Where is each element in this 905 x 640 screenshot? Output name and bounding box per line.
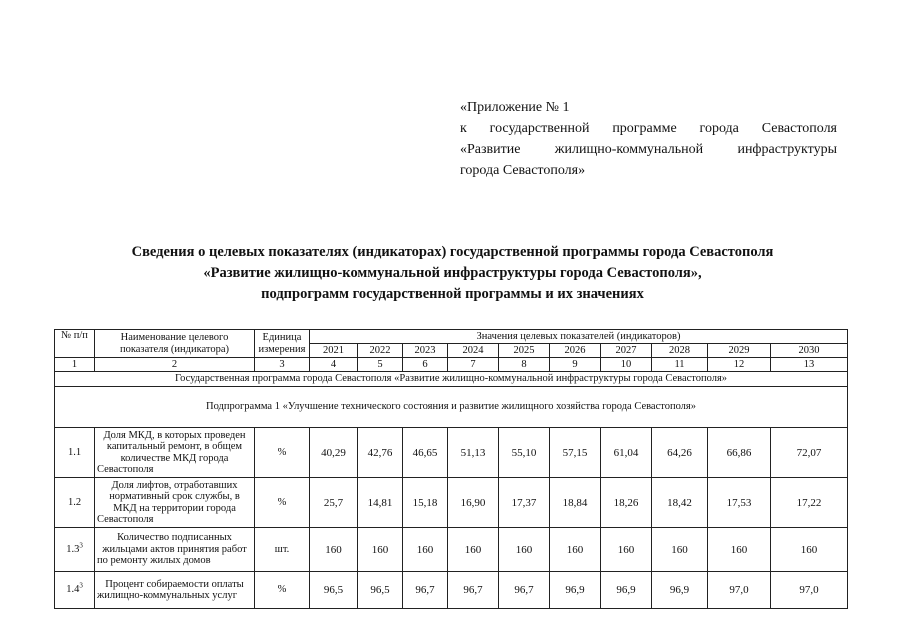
table-row xyxy=(55,572,848,609)
row-number-text: 1.1 xyxy=(67,446,82,458)
title-line: подпрограмм государственной программы и их значениях xyxy=(261,286,644,302)
year-header: 2030 xyxy=(771,344,848,358)
header-name: Наименование целевого показателя (индикатора) xyxy=(95,330,255,358)
column-number: 10 xyxy=(601,358,652,372)
indicator-value: 160 xyxy=(652,528,708,572)
indicator-value: 42,76 xyxy=(358,428,403,478)
header-unit: Единица измерения xyxy=(255,330,310,358)
row-number-text: 1.3 xyxy=(66,543,80,555)
year-header: 2021 xyxy=(310,344,358,358)
column-number: 2 xyxy=(95,358,255,372)
indicator-value: 18,26 xyxy=(601,478,652,528)
indicator-value: 64,26 xyxy=(652,428,708,478)
column-number: 5 xyxy=(358,358,403,372)
subprogram-row xyxy=(55,387,848,428)
indicator-unit: % xyxy=(255,572,310,609)
column-number: 13 xyxy=(771,358,848,372)
indicator-value: 160 xyxy=(448,528,499,572)
indicator-value: 61,04 xyxy=(601,428,652,478)
footnote-mark: 3 xyxy=(79,581,83,590)
column-numbers-row xyxy=(55,358,848,372)
indicator-value: 57,15 xyxy=(550,428,601,478)
column-number: 4 xyxy=(310,358,358,372)
year-header: 2024 xyxy=(448,344,499,358)
indicators-table xyxy=(54,329,848,609)
indicator-value: 18,84 xyxy=(550,478,601,528)
indicator-name: Процент собираемости оплаты жилищно-коммунальных услуг xyxy=(95,572,255,609)
year-header: 2022 xyxy=(358,344,403,358)
indicator-value: 160 xyxy=(771,528,848,572)
indicator-value: 160 xyxy=(550,528,601,572)
year-header: 2027 xyxy=(601,344,652,358)
indicator-value: 46,65 xyxy=(403,428,448,478)
indicator-value: 17,22 xyxy=(771,478,848,528)
indicator-value: 97,0 xyxy=(708,572,771,609)
indicator-name: Количество подписанных жильцами актов принятия работ по ремонту жилых домов xyxy=(95,528,255,572)
program-row xyxy=(55,372,848,387)
indicator-value: 51,13 xyxy=(448,428,499,478)
indicator-value: 96,5 xyxy=(358,572,403,609)
indicator-value: 72,07 xyxy=(771,428,848,478)
column-number: 11 xyxy=(652,358,708,372)
indicator-value: 96,5 xyxy=(310,572,358,609)
indicator-value: 55,10 xyxy=(499,428,550,478)
year-header: 2025 xyxy=(499,344,550,358)
indicator-value: 160 xyxy=(708,528,771,572)
table-row xyxy=(55,528,848,572)
header-num: № п/п xyxy=(55,330,95,358)
indicator-unit: % xyxy=(255,478,310,528)
indicator-value: 96,7 xyxy=(403,572,448,609)
appendix-line: «Приложение № 1 xyxy=(460,100,570,115)
year-header: 2029 xyxy=(708,344,771,358)
row-number xyxy=(55,572,95,609)
indicator-value: 96,9 xyxy=(550,572,601,609)
program-title: Государственная программа города Севастополя «Развитие жилищно-коммунальной инфраструктуры города Севастополя» xyxy=(55,372,848,387)
indicator-value: 96,9 xyxy=(652,572,708,609)
indicator-value: 17,53 xyxy=(708,478,771,528)
indicator-value: 160 xyxy=(601,528,652,572)
indicator-value: 160 xyxy=(310,528,358,572)
appendix-line: к государственной программе города Севастополя xyxy=(460,121,837,136)
table-row xyxy=(55,428,848,478)
indicator-value: 40,29 xyxy=(310,428,358,478)
indicator-value: 96,9 xyxy=(601,572,652,609)
row-number xyxy=(55,428,95,478)
footnote-mark: 3 xyxy=(79,541,83,549)
table-row xyxy=(55,478,848,528)
indicator-value: 16,90 xyxy=(448,478,499,528)
indicator-value: 96,7 xyxy=(448,572,499,609)
column-number: 3 xyxy=(255,358,310,372)
title-line: «Развитие жилищно-коммунальной инфраструктуры города Севастополя», xyxy=(203,265,702,281)
indicator-value: 25,7 xyxy=(310,478,358,528)
column-number: 6 xyxy=(403,358,448,372)
row-number xyxy=(55,528,95,572)
appendix-line: города Севастополя» xyxy=(460,163,586,178)
indicator-name: Доля лифтов, отработавших нормативный срок службы, в МКД на территории города Севастополя xyxy=(95,478,255,528)
indicator-unit: % xyxy=(255,428,310,478)
header-values-group: Значения целевых показателей (индикаторов) xyxy=(310,330,848,344)
header-row xyxy=(55,330,848,344)
subprogram-title: Подпрограмма 1 «Улучшение технического состояния и развитие жилищного хозяйства города Севастополя» xyxy=(55,387,848,428)
indicator-value: 160 xyxy=(499,528,550,572)
row-number xyxy=(55,478,95,528)
title-line: Сведения о целевых показателях (индикаторах) государственной программы города Севастополя xyxy=(131,244,774,260)
indicator-name: Доля МКД, в которых проведен капитальный ремонт, в общем количестве МКД города Севастополя xyxy=(95,428,255,478)
indicator-value: 15,18 xyxy=(403,478,448,528)
row-number-text: 1.2 xyxy=(67,496,82,508)
column-number: 12 xyxy=(708,358,771,372)
indicator-unit: шт. xyxy=(255,528,310,572)
column-number: 1 xyxy=(55,358,95,372)
indicator-value: 97,0 xyxy=(771,572,848,609)
column-number: 8 xyxy=(499,358,550,372)
appendix-line: «Развитие жилищно-коммунальной инфраструктуры xyxy=(460,142,837,157)
year-header: 2023 xyxy=(403,344,448,358)
indicator-value: 18,42 xyxy=(652,478,708,528)
indicator-value: 160 xyxy=(358,528,403,572)
year-header: 2026 xyxy=(550,344,601,358)
indicator-value: 14,81 xyxy=(358,478,403,528)
year-header: 2028 xyxy=(652,344,708,358)
appendix-note xyxy=(460,97,837,181)
indicator-value: 66,86 xyxy=(708,428,771,478)
indicator-value: 17,37 xyxy=(499,478,550,528)
document-title xyxy=(0,242,905,305)
column-number: 9 xyxy=(550,358,601,372)
indicator-value: 160 xyxy=(403,528,448,572)
column-number: 7 xyxy=(448,358,499,372)
row-number-text: 1.4 xyxy=(66,584,80,595)
indicator-value: 96,7 xyxy=(499,572,550,609)
